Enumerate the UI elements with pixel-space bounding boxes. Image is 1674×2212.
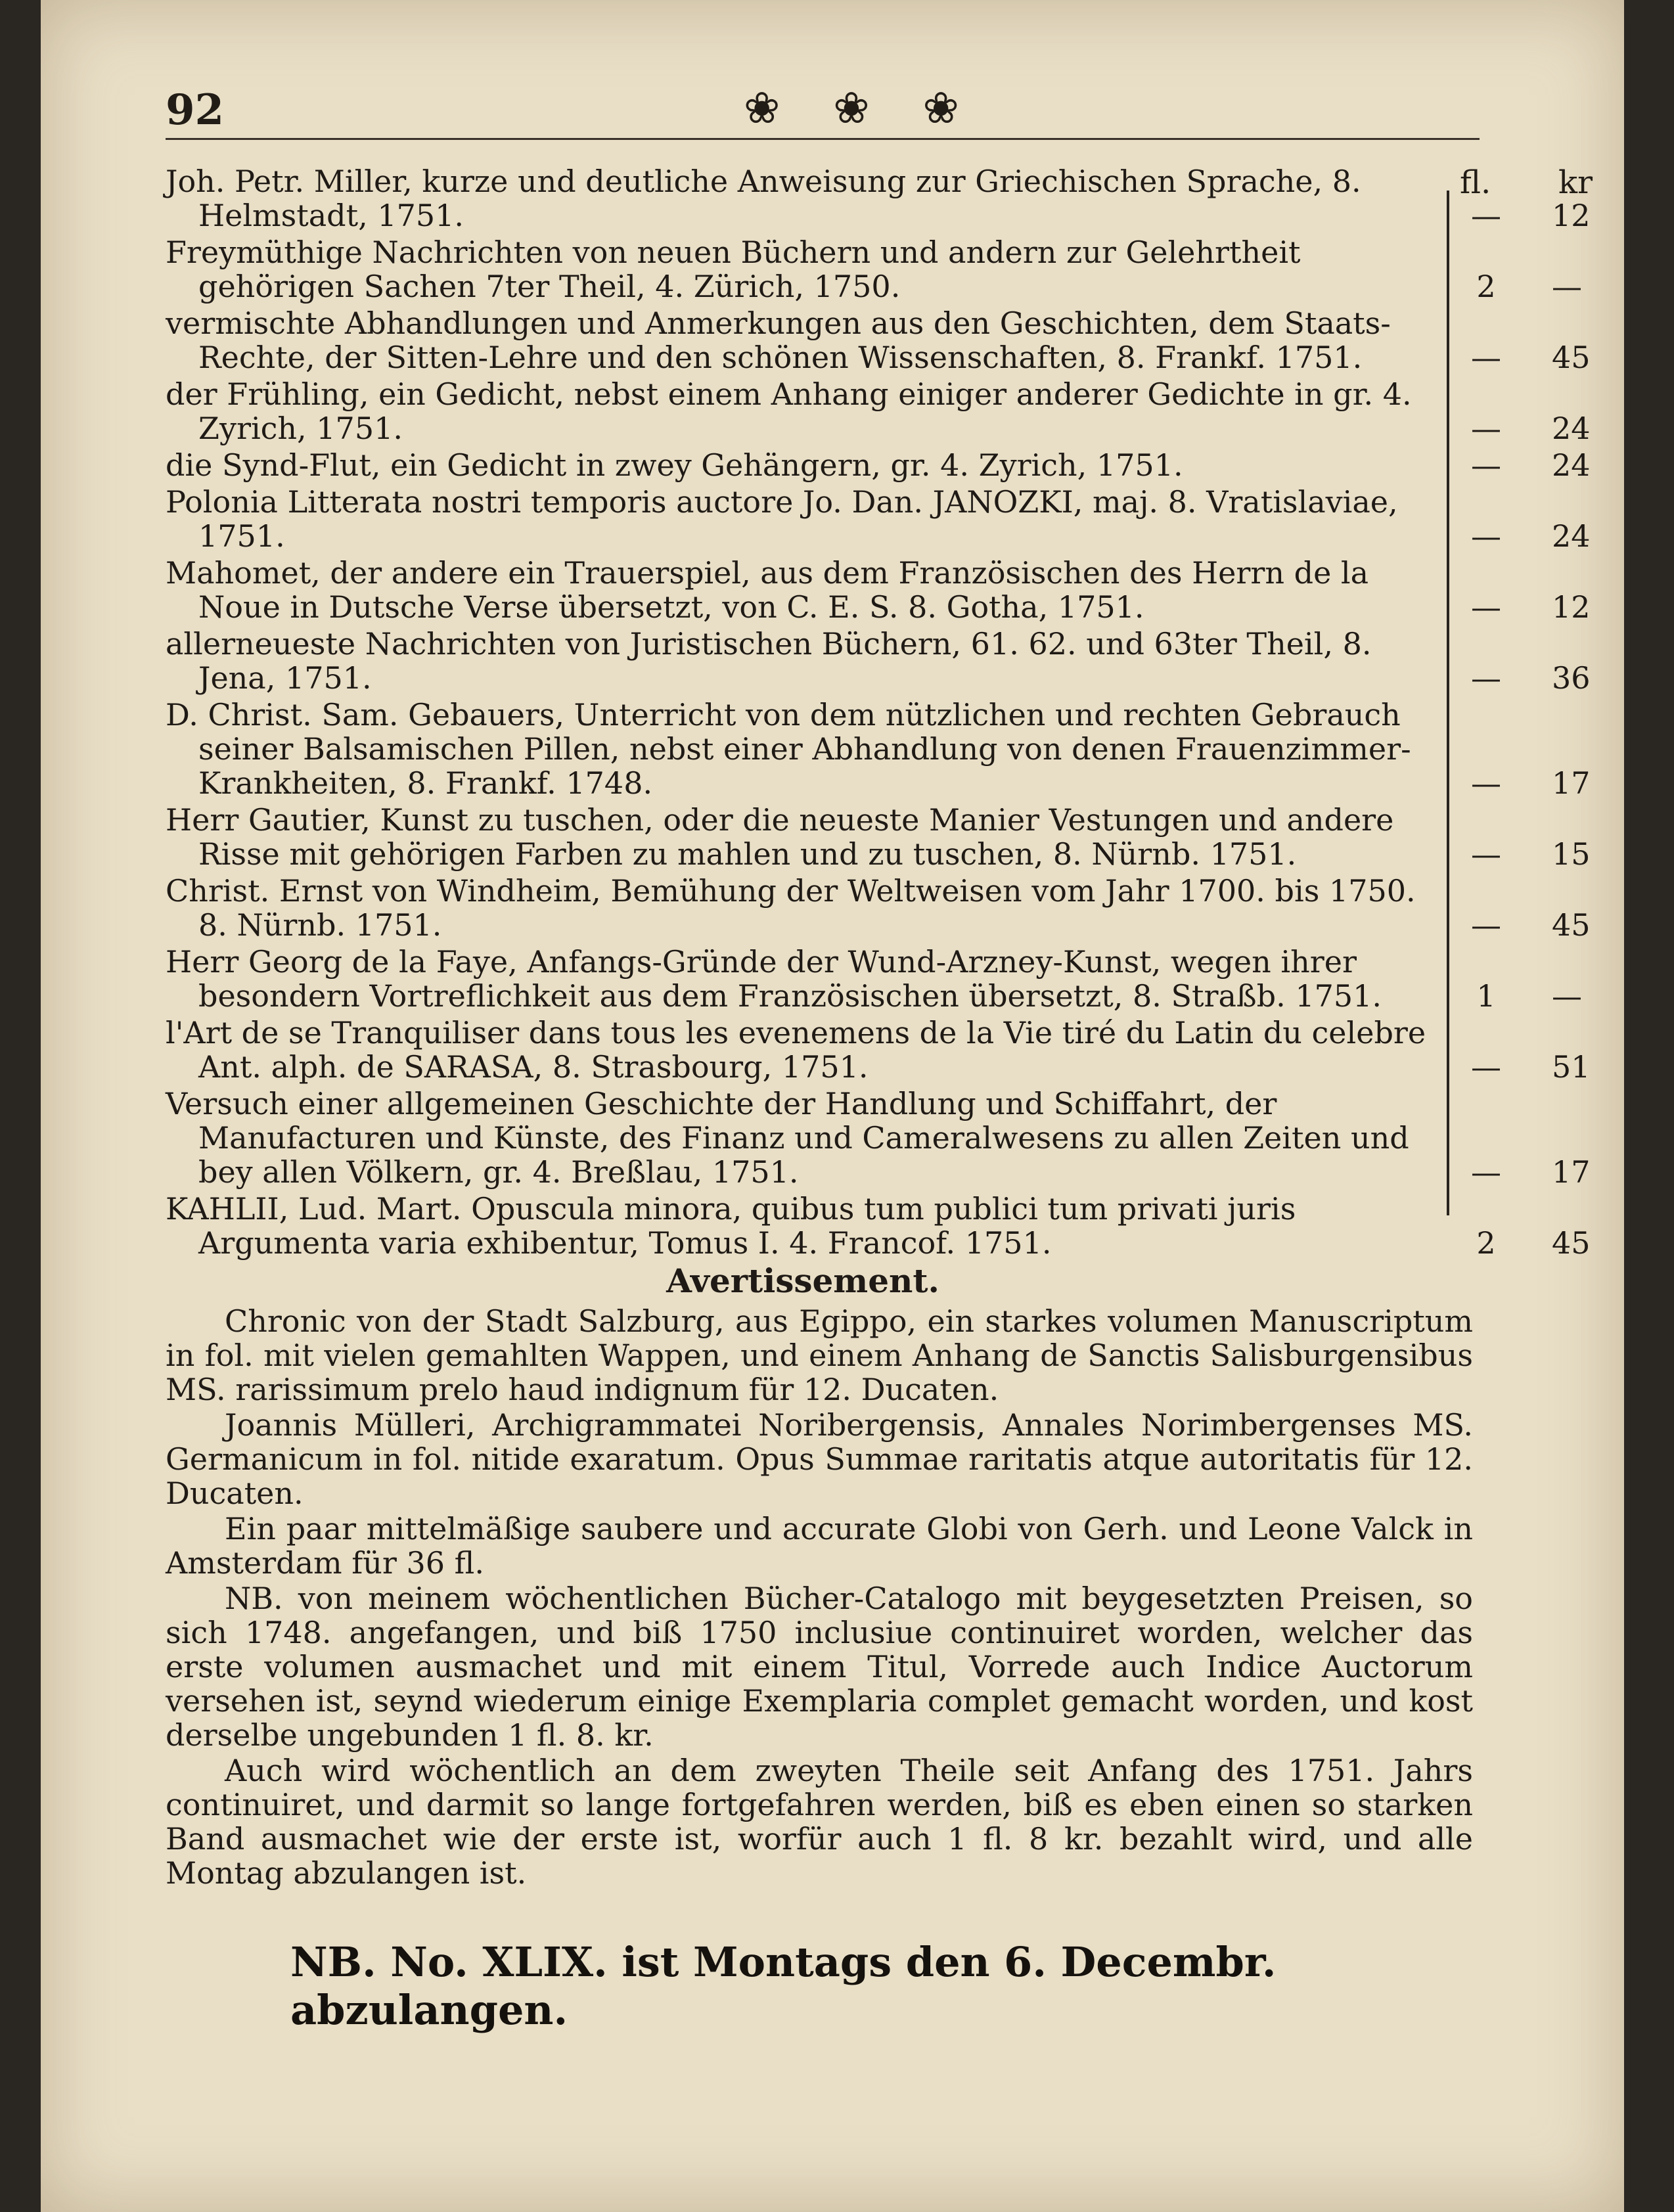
price-kr: 24 bbox=[1552, 447, 1591, 483]
price-fl: 2 bbox=[1476, 1225, 1496, 1261]
page-number: 92 bbox=[166, 85, 225, 135]
entry-title: allerneueste Nachrichten von Juristischen Büchern, 61. 62. und 63ter Theil, 8. Jena, 1751. bbox=[166, 626, 1372, 696]
notice-paragraph: Joannis Mülleri, Archigrammatei Noribergensis, Annales Norimbergenses MS. Germanicum in fol. nitide exaratum. Opus Summae raritatis atque autoritatis für 12. Ducaten. bbox=[166, 1407, 1473, 1511]
entry-title: Mahomet, der andere ein Trauerspiel, aus dem Französischen des Herrn de la Noue in Dutsche Verse übersetzt, von C. E. S. 8. Gotha, 1751. bbox=[166, 555, 1369, 625]
price-fl: — bbox=[1471, 518, 1501, 554]
section-heading: Avertissement. bbox=[666, 1261, 939, 1300]
entry-price bbox=[1453, 198, 1650, 233]
price-kr: 45 bbox=[1552, 907, 1591, 943]
entry-title: l'Art de se Tranquiliser dans tous les evenemens de la Vie tiré du Latin du celebre Ant. alph. de SARASA, 8. Strasbourg, 1751. bbox=[166, 1015, 1426, 1085]
price-kr: 36 bbox=[1552, 660, 1591, 696]
entry-title: Christ. Ernst von Windheim, Bemühung der Weltweisen vom Jahr 1700. bis 1750. 8. Nürnb. 1751. bbox=[166, 873, 1416, 943]
entry-price bbox=[1453, 340, 1650, 374]
price-fl: — bbox=[1471, 1154, 1501, 1190]
entry-title: Herr Georg de la Faye, Anfangs-Gründe der Wund-Arzney-Kunst, wegen ihrer besondern Vortreflichkeit aus dem Französischen übersetzt, 8. Straßb. 1751. bbox=[166, 944, 1382, 1014]
entry-title: vermischte Abhandlungen und Anmerkungen aus den Geschichten, dem Staats-Rechte, der Sitten-Lehre und den schönen Wissenschaften, 8. Frankf. 1751. bbox=[166, 305, 1391, 375]
price-fl: — bbox=[1471, 660, 1501, 696]
price-fl: — bbox=[1471, 589, 1501, 625]
price-kr: 24 bbox=[1552, 411, 1591, 446]
entry-price bbox=[1453, 661, 1650, 695]
book-entry bbox=[166, 1086, 1591, 1190]
price-kr: 24 bbox=[1552, 518, 1591, 554]
price-fl: — bbox=[1471, 411, 1501, 446]
book-entry bbox=[166, 555, 1591, 625]
price-fl: — bbox=[1471, 447, 1501, 483]
price-kr: 51 bbox=[1552, 1049, 1591, 1085]
price-fl: — bbox=[1471, 907, 1501, 943]
book-entry bbox=[166, 235, 1582, 304]
price-fl: 2 bbox=[1476, 269, 1496, 304]
entry-price bbox=[1453, 766, 1650, 800]
entry-price bbox=[1453, 590, 1650, 624]
price-fl: 1 bbox=[1476, 978, 1496, 1014]
entry-price bbox=[1453, 448, 1650, 482]
entry-price bbox=[1453, 269, 1650, 304]
entry-price bbox=[1453, 1050, 1650, 1084]
book-page bbox=[41, 0, 1624, 2212]
price-fl: — bbox=[1471, 1049, 1501, 1085]
book-entry bbox=[166, 1191, 1591, 1261]
price-kr: 45 bbox=[1552, 1225, 1591, 1261]
price-fl: — bbox=[1471, 765, 1501, 801]
footer-note: NB. No. XLIX. ist Montags den 6. Decembr. abzulangen. bbox=[290, 1938, 1277, 2034]
price-kr: 15 bbox=[1552, 836, 1591, 872]
notice-paragraph: Auch wird wöchentlich an dem zweyten Theile seit Anfang des 1751. Jahrs continuiret, und darmit so lange fortgefahren werden, biß es eben einen so starken Band ausmachet wie der erste ist, worfür auch 1 fl. 8 kr. bezahlt wird, und alle Montag abzulangen ist. bbox=[166, 1753, 1473, 1891]
notice-paragraph: Chronic von der Stadt Salzburg, aus Egippo, ein starkes volumen Manuscriptum in fol. mit vielen gemahlten Wappen, und einem Anhang de Sanctis Salisburgensibus MS. rarissimum prelo haud indignum für 12. Ducaten. bbox=[166, 1303, 1473, 1407]
book-entry bbox=[166, 944, 1582, 1014]
price-kr: — bbox=[1552, 978, 1582, 1014]
entry-title: Polonia Litterata nostri temporis auctore Jo. Dan. JANOZKI, maj. 8. Vratislaviae, 1751. bbox=[166, 484, 1398, 554]
price-kr: 17 bbox=[1552, 765, 1591, 801]
entry-price bbox=[1453, 519, 1650, 553]
entry-price bbox=[1453, 979, 1650, 1013]
fl-heading: fl. bbox=[1460, 164, 1491, 201]
entry-title: Freymüthige Nachrichten von neuen Büchern und andern zur Gelehrtheit gehörigen Sachen 7ter Theil, 4. Zürich, 1750. bbox=[166, 235, 1301, 304]
book-entry bbox=[166, 873, 1591, 943]
price-fl: — bbox=[1471, 340, 1501, 375]
book-entry bbox=[166, 697, 1591, 801]
entry-title: Joh. Petr. Miller, kurze und deutliche Anweisung zur Griechischen Sprache, 8. Helmstadt, 1751. bbox=[166, 164, 1361, 233]
entry-title: die Synd-Flut, ein Gedicht in zwey Gehängern, gr. 4. Zyrich, 1751. bbox=[166, 447, 1183, 483]
book-entry bbox=[166, 376, 1591, 446]
book-entry bbox=[166, 626, 1591, 696]
entry-price bbox=[1453, 411, 1650, 445]
book-entry bbox=[166, 1015, 1591, 1085]
entry-title: KAHLII, Lud. Mart. Opuscula minora, quibus tum publici tum privati juris Argumenta varia exhibentur, Tomus I. 4. Francof. 1751. bbox=[166, 1191, 1296, 1261]
price-kr: 45 bbox=[1552, 340, 1591, 375]
price-fl: — bbox=[1471, 836, 1501, 872]
price-kr: — bbox=[1552, 269, 1582, 304]
book-entry bbox=[166, 484, 1591, 554]
price-kr: 12 bbox=[1552, 589, 1591, 625]
notice-paragraph: Ein paar mittelmäßige saubere und accurate Globi von Gerh. und Leone Valck in Amsterdam für 36 fl. bbox=[166, 1511, 1473, 1581]
price-kr: 17 bbox=[1552, 1154, 1591, 1190]
price-divider-rule bbox=[1447, 191, 1449, 1215]
entry-title: der Frühling, ein Gedicht, nebst einem Anhang einiger anderer Gedichte in gr. 4. Zyrich, 1751. bbox=[166, 376, 1412, 446]
page-header bbox=[166, 85, 1480, 140]
book-entry bbox=[166, 447, 1591, 483]
book-entry bbox=[166, 802, 1591, 872]
entry-price bbox=[1453, 908, 1650, 942]
kr-heading: kr bbox=[1558, 164, 1593, 201]
entry-price bbox=[1453, 1155, 1650, 1189]
entry-price bbox=[1453, 837, 1650, 871]
book-listing bbox=[166, 164, 1591, 1263]
entry-price bbox=[1453, 1226, 1650, 1260]
entry-title: Versuch einer allgemeinen Geschichte der Handlung und Schiffahrt, der Manufacturen und Künste, des Finanz und Cameralwesens zu allen Zeiten und bey allen Völkern, gr. 4. Breßlau, 1751. bbox=[166, 1086, 1409, 1190]
entry-title: Herr Gautier, Kunst zu tuschen, oder die neueste Manier Vestungen und andere Risse mit gehörigen Farben zu mahlen und zu tuschen, 8. Nürnb. 1751. bbox=[166, 802, 1394, 872]
price-fl: — bbox=[1471, 198, 1501, 233]
notice-paragraph: NB. von meinem wöchentlichen Bücher-Catalogo mit beygesetzten Preisen, so sich 1748. angefangen, und biß 1750 inclusiue continuiret worden, welcher das erste volumen ausmachet und mit einem Titul, Vorrede auch Indice Auctorum versehen ist, seynd wiederum einige Exemplaria complet gemacht worden, und kost derselbe ungebunden 1 fl. 8. kr. bbox=[166, 1581, 1473, 1753]
header-ornament: ❀ ❀ ❀ bbox=[744, 83, 979, 133]
avertissement-notices bbox=[166, 1304, 1473, 1891]
price-kr: 12 bbox=[1552, 198, 1591, 233]
entry-title: D. Christ. Sam. Gebauers, Unterricht von dem nützlichen und rechten Gebrauch seiner Balsamischen Pillen, nebst einer Abhandlung von denen Frauenzimmer-Krankheiten, 8. Frankf. 1748. bbox=[166, 697, 1411, 801]
book-entry bbox=[166, 305, 1591, 375]
